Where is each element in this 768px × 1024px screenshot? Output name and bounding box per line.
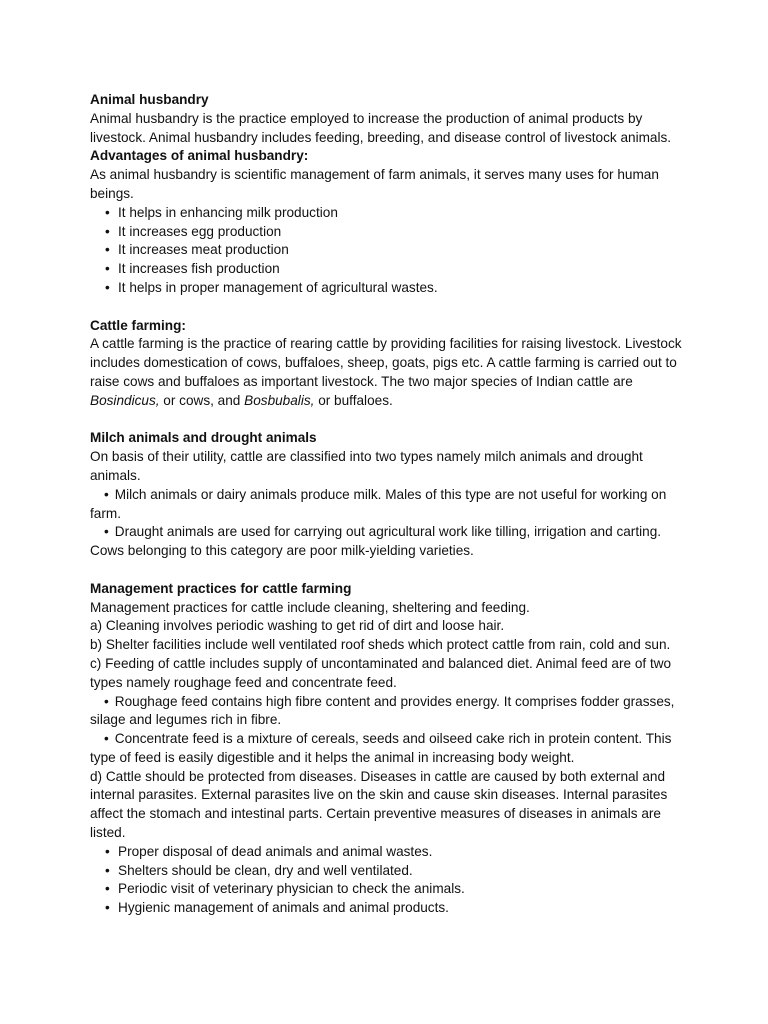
bullet-glyph: •: [104, 693, 109, 709]
bullet-text: Concentrate feed is a mixture of cereals, seeds and oilseed cake rich in protein content. This type of feed is easily digestible and it helps the animal in increasing body weight.: [90, 731, 672, 765]
cattle-text-end: or buffaloes.: [314, 392, 393, 408]
bullet-glyph: •: [104, 524, 109, 540]
bullet-text: Draught animals are used for carrying out agricultural work like tilling, irrigation and carting. Cows belonging to this category are poor milk-yielding varieties.: [90, 524, 662, 559]
bullet-roughage-feed: [90, 693, 690, 731]
spacer: [90, 561, 690, 580]
document-page: [90, 91, 690, 918]
paragraph-milch-draught: On basis of their utility, cattle are classified into two types namely milch animals and drought animals.: [90, 449, 643, 483]
spacer: [90, 298, 690, 317]
bullet-concentrate-feed: [90, 730, 690, 768]
paragraph-cattle-farming: [90, 335, 690, 410]
heading-cattle-farming: Cattle farming:: [90, 317, 186, 333]
bullet-draught-animals: [90, 523, 690, 561]
preventive-measures-list: [90, 843, 690, 918]
list-item: • Periodic visit of veterinary physician to check the animals.: [90, 880, 690, 899]
bullet-text: Roughage feed contains high fibre content and provides energy. It comprises fodder grasses, silage and legumes rich in fibre.: [90, 693, 675, 728]
list-item: • Shelters should be clean, dry and well ventilated.: [90, 862, 690, 881]
list-item: • Proper disposal of dead animals and animal wastes.: [90, 843, 690, 862]
bullet-milch-animals: [90, 486, 690, 524]
cattle-text-mid: or cows, and: [159, 392, 245, 408]
paragraph-animal-husbandry: Animal husbandry is the practice employed to increase the production of animal products by livestock. Animal husbandry includes feeding, breeding, and disease control of livestock animals.: [90, 110, 672, 145]
heading-animal-husbandry: Animal husbandry: [90, 92, 209, 107]
paragraph-feeding: c) Feeding of cattle includes supply of uncontaminated and balanced diet. Animal feed are of two types namely roughage feed and concentrate feed.: [90, 655, 672, 690]
species-bosbubalis: Bosbubalis,: [244, 392, 315, 408]
list-item: • It increases egg production: [90, 223, 690, 242]
bullet-glyph: •: [104, 731, 109, 747]
list-item: • It increases fish production: [90, 260, 690, 279]
spacer: [90, 411, 690, 430]
paragraph-management-intro: Management practices for cattle include cleaning, sheltering and feeding.: [90, 599, 530, 615]
list-item: • It increases meat production: [90, 241, 690, 260]
list-item: • Hygienic management of animals and animal products.: [90, 899, 690, 918]
bullet-glyph: •: [104, 486, 109, 502]
paragraph-diseases: d) Cattle should be protected from diseases. Diseases in cattle are caused by both external and internal parasites. External parasites live on the skin and cause skin diseases. Internal parasites affect the stomach and intestinal parts. Certain preventive measures of diseases in animals are listed.: [90, 768, 668, 841]
heading-milch-draught: Milch animals and drought animals: [90, 430, 317, 446]
heading-advantages: Advantages of animal husbandry:: [90, 148, 309, 164]
list-item: • It helps in enhancing milk production: [90, 204, 690, 223]
heading-management-practices: Management practices for cattle farming: [90, 580, 352, 596]
species-bosindicus: Bosindicus,: [90, 392, 160, 408]
bullet-text: Milch animals or dairy animals produce milk. Males of this type are not useful for working on farm.: [90, 486, 667, 521]
paragraph-cleaning: a) Cleaning involves periodic washing to get rid of dirt and loose hair.: [90, 618, 505, 634]
cattle-text-start: A cattle farming is the practice of rearing cattle by providing facilities for raising livestock. Livestock includes domestication of cows, buffaloes, sheep, goats, pigs etc. A cattle farming is carried out to raise cows and buffaloes as important livestock. The two major species of Indian cattle are: [90, 336, 682, 389]
paragraph-shelter: b) Shelter facilities include well ventilated roof sheds which protect cattle from rain, cold and sun.: [90, 637, 671, 653]
paragraph-advantages: As animal husbandry is scientific management of farm animals, it serves many uses for human beings.: [90, 167, 659, 201]
list-item: • It helps in proper management of agricultural wastes.: [90, 279, 690, 298]
advantages-list: [90, 204, 690, 298]
